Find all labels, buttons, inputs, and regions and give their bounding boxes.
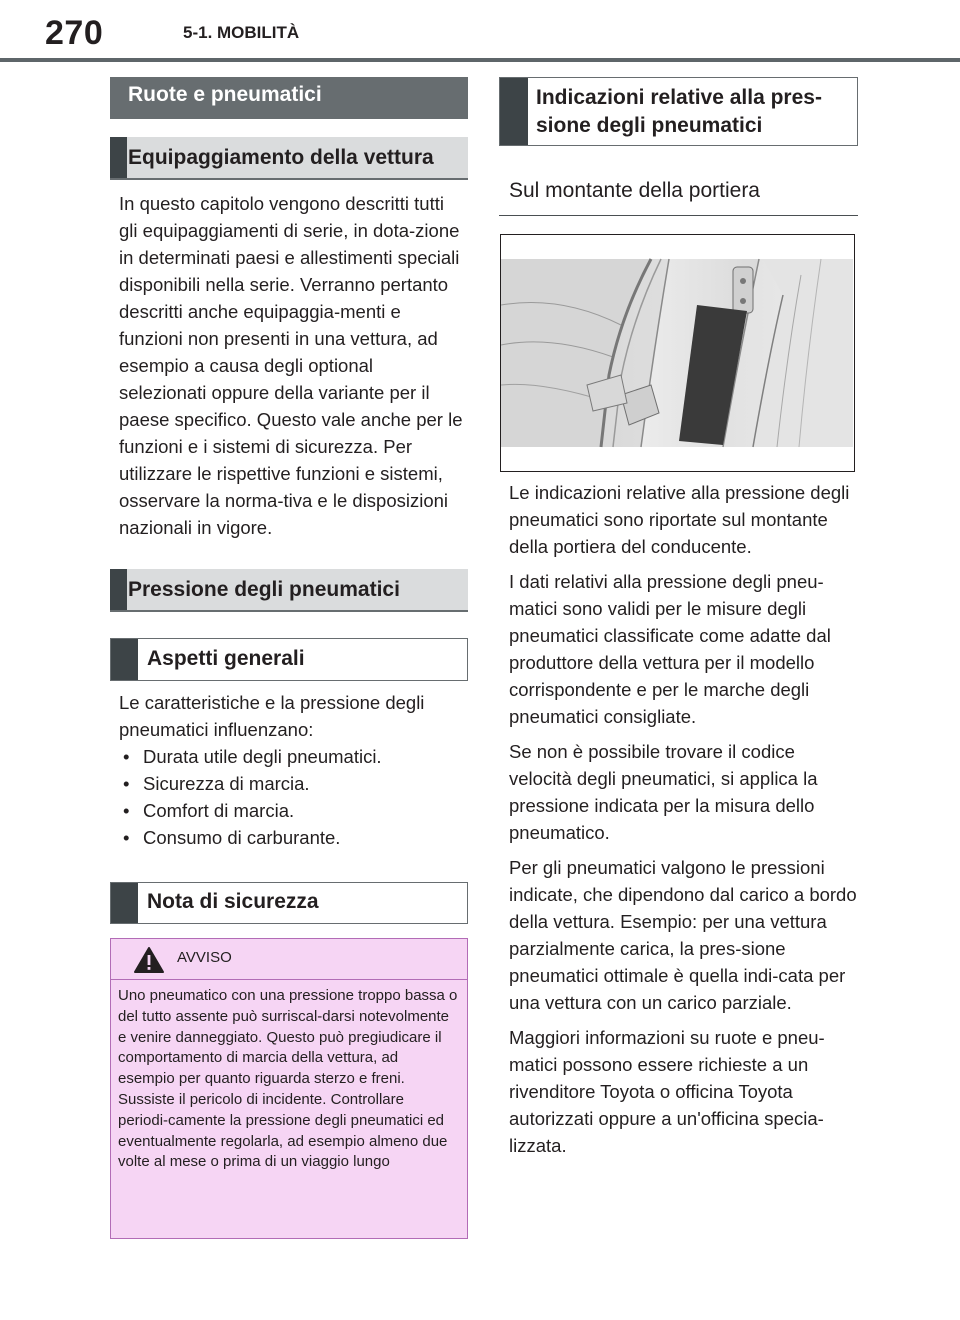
heading-equipment-text: Equipaggiamento della vettura — [128, 146, 434, 169]
heading-tire-pressure-text: Pressione degli pneumatici — [128, 578, 400, 601]
warning-text: Uno pneumatico con una pressione troppo bassa o del tutto assente può surriscal-darsi notevolmente e venire danneggiato. Questo può pregiudicare il comportamento di marcia della vettura, ad esempio per quanto riguarda sterzo e freni. Sussiste il pericolo di incidente. Controllare periodi-camente la pressione degli pneumatici ed eventualmente regolarla, ad esempio almeno due volte al mese o prima di un viaggio lungo — [118, 987, 458, 1171]
general-intro: Le caratteristiche e la pressione degli pneumatici influenzano: — [119, 692, 425, 740]
subheading-door-pillar — [499, 170, 858, 216]
list-item: • Consumo di carburante. — [119, 824, 465, 851]
door-pillar-drawing — [501, 235, 853, 470]
heading-marker — [110, 569, 127, 610]
page-number: 270 — [45, 14, 104, 52]
heading-marker — [111, 639, 138, 680]
paragraph: I dati relativi alla pressione degli pneu-matici sono validi per le misure degli pneumatici classificate come adatte dal produttore della vettura per il modello corrispondente e per le marche degli pneumatici consigliate. — [509, 571, 831, 727]
warning-box — [110, 938, 468, 1239]
bullet-list — [119, 743, 465, 851]
heading-marker — [500, 78, 528, 145]
warning-label: AVVISO — [177, 949, 232, 966]
header-rule — [0, 58, 960, 62]
list-item: • Comfort di marcia. — [119, 797, 465, 824]
door-pillar-illustration — [500, 234, 855, 472]
right-text — [509, 479, 857, 1159]
heading-safety-note-text: Nota di sicurezza — [147, 890, 319, 913]
heading-general-aspects-text: Aspetti generali — [147, 647, 305, 670]
paragraph: Se non è possibile trovare il codice velocità degli pneumatici, si applica la pressione indicata per la misura dello pneumatico. — [509, 741, 818, 843]
warning-triangle-icon — [133, 946, 165, 974]
warning-header — [111, 939, 467, 980]
heading-marker — [111, 883, 138, 923]
heading-safety-note — [110, 882, 468, 924]
paragraph: Per gli pneumatici valgono le pressioni indicate, che dipendono dal carico a bordo della vettura. Esempio: per una vettura parzialmente carica, la pres-sione pneumatici ottimale è quella indi-cata per una vettura con un carico parziale. — [509, 857, 857, 1013]
list-item: • Durata utile degli pneumatici. — [119, 743, 465, 770]
general-text — [119, 689, 465, 851]
paragraph: Le indicazioni relative alla pressione degli pneumatici sono riportate sul montante della portiera del conducente. — [509, 482, 850, 557]
heading-marker — [110, 137, 127, 178]
paragraph: Maggiori informazioni su ruote e pneu-matici possono essere richieste a un rivenditore Toyota o officina Toyota autorizzati oppure a un'officina specia-lizzata. — [509, 1027, 825, 1156]
list-item: • Sicurezza di marcia. — [119, 770, 465, 797]
section-title: 5-1. MOBILITÀ — [183, 23, 300, 42]
heading-equipment — [110, 137, 468, 180]
subheading-door-pillar-text: Sul montante della portiera — [509, 179, 760, 202]
chapter-heading — [110, 77, 468, 119]
heading-tire-pressure — [110, 569, 468, 612]
heading-general-aspects — [110, 638, 468, 681]
heading-pressure-indications-text: Indicazioni relative alla pres-sione degli pneumatici — [536, 86, 822, 137]
chapter-heading-text: Ruote e pneumatici — [128, 83, 322, 106]
heading-pressure-indications — [499, 77, 858, 146]
intro-paragraph: In questo capitolo vengono descritti tutti gli equipaggiamenti di serie, in dota-zione in determinati paesi e allestimenti speciali disponibili nella serie. Verranno pertanto descritti anche equipaggia-menti e funzioni non presenti in una vettura, ad esempio a causa degli optional selezionati oppure della variante per il paese specifico. Questo vale anche per le funzioni e i sistemi di sicurezza. Per utilizzare le rispettive funzioni e sistemi, osservare la norma-tiva e le disposizioni nazionali in vigore. — [119, 193, 463, 538]
